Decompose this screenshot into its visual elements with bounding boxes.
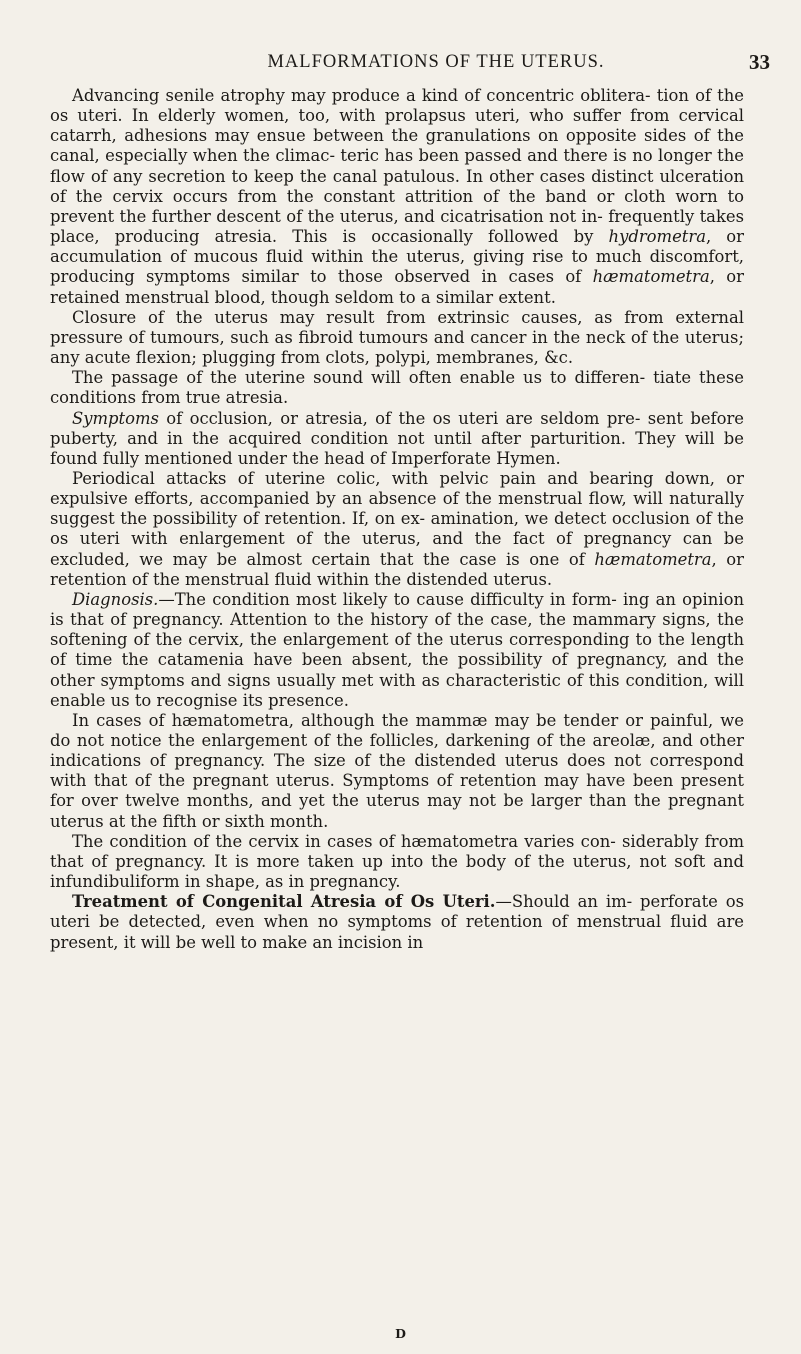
symptoms-heading: Symptoms xyxy=(72,408,159,428)
paragraph-closure: Closure of the uterus may result from extrinsic causes, as from external pressure of tumours, such as fibroid tumours and cancer in the neck of the uterus; any acute flexion; plugging from clots, polypi, membranes, &c. xyxy=(50,307,744,368)
paragraph-uterine-sound: The passage of the uterine sound will often enable us to differen- tiate these conditions from true atresia. xyxy=(50,368,744,408)
paragraph-cervix-condition: The condition of the cervix in cases of hæmatometra varies con- siderably from that of pregnancy. It is more taken up into the body of the uterus, not soft and infundibuliform in shape, as in pregnancy. xyxy=(50,831,744,892)
paragraph-diagnosis: Diagnosis.—The condition most likely to cause difficulty in form- ing an opinion is that of pregnancy. Attention to the history of the case, the mammary signs, the softening of the cervix, the enlargement of the uterus corresponding to the length of time the catamenia have been absent, the possibility of pregnancy, and the other symptoms and signs usually met with as characteristic of this condition, will enable us to recognise its presence. xyxy=(50,589,744,710)
paragraph-symptoms: Symptoms of occlusion, or atresia, of the os uteri are seldom pre- sent before puberty, and in the acquired condition not until after parturition. They will be found fully mentioned under the head of Imperforate Hymen. xyxy=(50,408,744,468)
paragraph-treatment: Treatment of Congenital Atresia of Os Uteri.—Should an im- perforate os uteri be detected, even when no symptoms of retention of menstrual fluid are present, it will be well to make an incision in xyxy=(50,892,744,952)
paragraph-haematometra-cases: In cases of hæmatometra, although the mammæ may be tender or painful, we do not notice the enlargement of the follicles, darkening of the areolæ, and other indications of pregnancy. The size of the distended uterus does not correspond with that of the pregnant uterus. Symptoms of retention may have been present for over twelve months, and yet the uterus may not be larger than the pregnant uterus at the fifth or sixth month. xyxy=(50,710,744,831)
treatment-heading: Treatment of Congenital Atresia of Os Uteri. xyxy=(72,892,496,912)
paragraph-advancing-atrophy: Advancing senile atrophy may produce a kind of concentric oblitera- tion of the os uteri. In elderly women, too, with prolapsus uteri, who suffer from cervical catarrh, adhesions may ensue between the granulations on opposite sides of the canal, especially when the climac- teric has been passed and there is no longer the flow of any secretion to keep the canal patulous. In other cases distinct ulceration of the cervix occurs from the constant attrition of the band or cloth worn to prevent the further descent of the uterus, and cicatrisation not in- frequently takes place, producing atresia. This is occasionally followed by hydrometra, or accumulation of mucous fluid within the uterus, giving rise to much discomfort, producing symptoms similar to those observed in cases of hæmatometra, or retained menstrual blood, though seldom to a similar extent. xyxy=(50,86,745,307)
running-head: MALFORMATIONS OF THE UTERUS. xyxy=(267,52,605,72)
page-header xyxy=(96,52,776,80)
signature-mark: D xyxy=(395,1326,406,1341)
body-text xyxy=(50,86,744,953)
page-number: 33 xyxy=(749,50,770,74)
paragraph-periodical-attacks: Periodical attacks of uterine colic, with pelvic pain and bearing down, or expulsive efforts, accompanied by an absence of the menstrual flow, will naturally suggest the possibility of retention. If, on ex- amination, we detect occlusion of the os uteri with enlargement of the uterus, and the fact of pregnancy can be excluded, we may be almost certain that the case is one of hæmatometra, or retention of the menstrual fluid within the distended uterus. xyxy=(50,468,744,589)
diagnosis-heading: Diagnosis. xyxy=(72,589,159,609)
